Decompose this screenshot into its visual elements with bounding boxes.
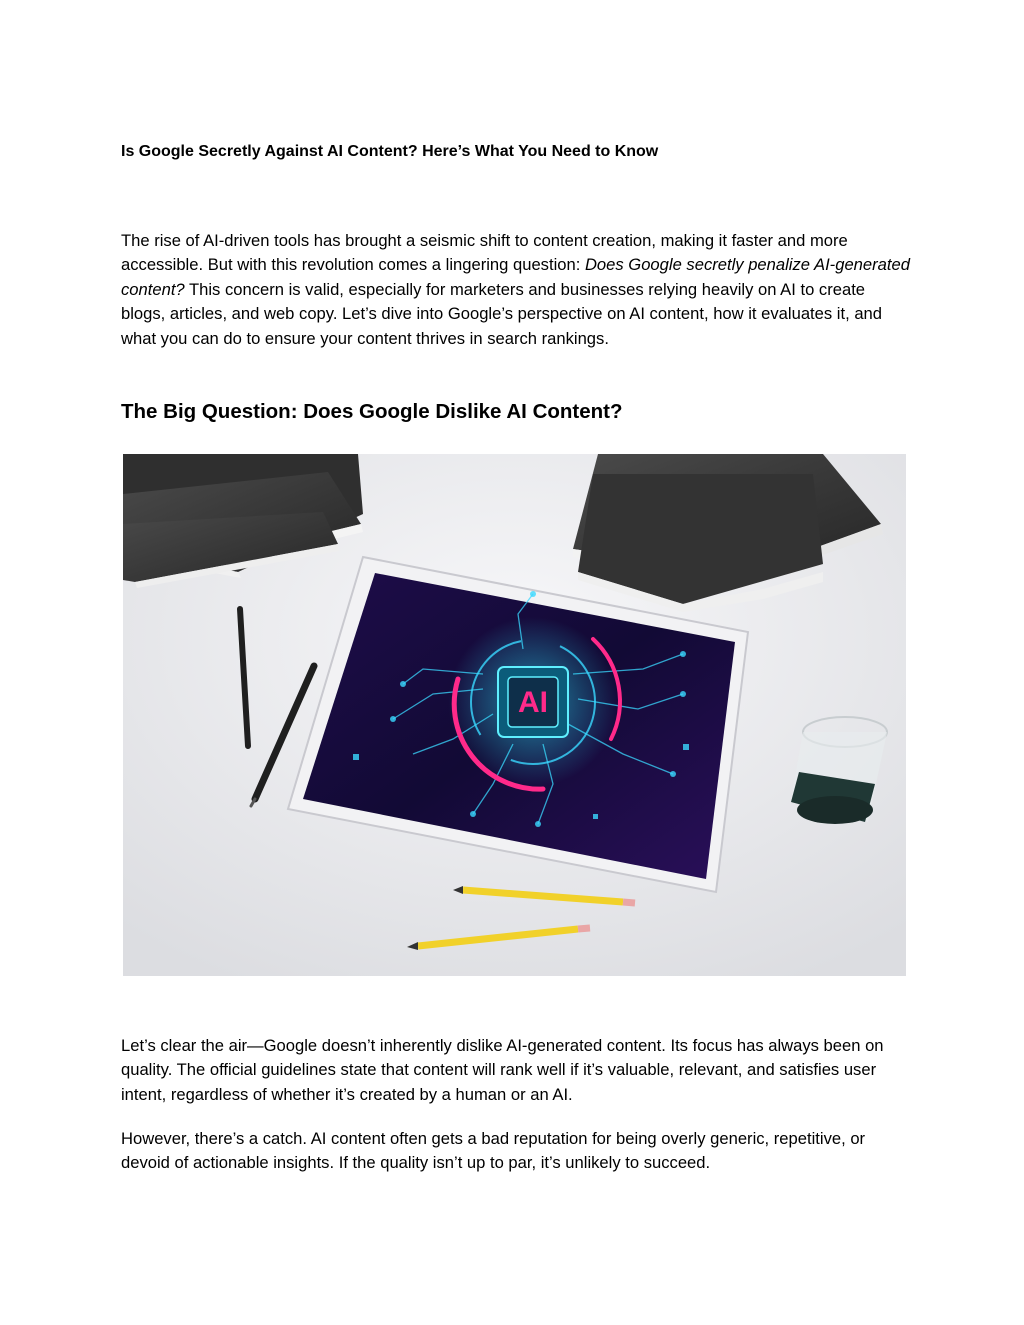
document-title: Is Google Secretly Against AI Content? Here’s What You Need to Know: [121, 143, 659, 160]
intro-paragraph: [121, 229, 911, 351]
intro-text-start: The rise of AI-driven tools has brought a seismic shift to content creation, making it faster and more accessible. But with this revolution comes a lingering question:: [121, 231, 848, 275]
section-heading: The Big Question: Does Google Dislike AI Content?: [121, 400, 623, 423]
body-paragraph-2: However, there’s a catch. AI content often gets a bad reputation for being overly generic, repetitive, or devoid of actionable insights. If the quality isn’t up to par, it’s unlikely to succeed.: [121, 1129, 866, 1173]
intro-text-end: This concern is valid, especially for marketers and businesses relying heavily on AI to create blogs, articles, and web copy. Let’s dive into Google’s perspective on AI content, how it evaluates it, and what you can do to ensure your content thrives in search rankings.: [121, 279, 883, 348]
intro-emphasis: Does Google secretly penalize AI-generated content?: [121, 255, 910, 299]
hero-image: [123, 454, 906, 976]
body-paragraph-1: Let’s clear the air—Google doesn’t inherently dislike AI-generated content. Its focus has always been on quality. The official guidelines state that content will rank well if it’s valuable, relevant, and satisfies user intent, regardless of whether it’s created by a human or an AI.: [121, 1036, 884, 1104]
chip-ai-label: AI: [518, 686, 548, 719]
